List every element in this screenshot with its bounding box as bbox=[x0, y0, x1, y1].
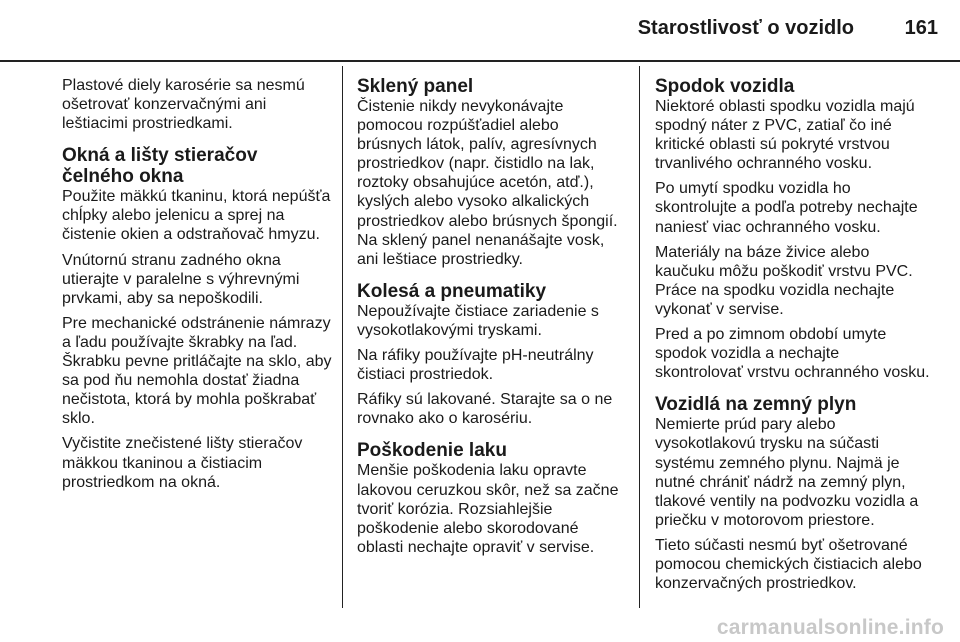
column-1 bbox=[62, 66, 334, 498]
heading-underbody: Spodok vozidla bbox=[655, 76, 795, 97]
column-divider bbox=[639, 66, 640, 608]
section-title: Starostlivosť o vozidlo bbox=[637, 17, 854, 39]
paragraph: Ráfiky sú lakované. Starajte sa o ne rovnako ako o karosériu. bbox=[357, 391, 613, 428]
page-header bbox=[0, 0, 960, 62]
paragraph: Pre mechanické odstránenie námrazy a ľadu používajte škrabky na ľad. Škrabku pevne pritláčajte na sklo, aby sa pod ňu nemohla dostať žiadna nečistota, ktorá by mohla poškrabať sklo. bbox=[62, 314, 332, 428]
paragraph: Vyčistite znečistené lišty stieračov mäkkou tkaninou a čistiacim prostriedkom na okná. bbox=[62, 435, 303, 491]
column-2 bbox=[357, 66, 627, 563]
paragraph: Po umytí spodku vozidla ho skontrolujte a podľa potreby nechajte naniesť viac ochranného vosku. bbox=[655, 180, 918, 236]
paragraph: Použite mäkkú tkaninu, ktorá nepúšťa chĺpky alebo jelenicu a sprej na čistenie okien a odstraňovač hmyzu. bbox=[62, 188, 331, 244]
paragraph: Nemierte prúd pary alebo vysokotlakovú trysku na súčasti systému zemného plynu. Najmä je nutné chrániť nádrž na zemný plyn, tlakové ventily na podvozku vozidla a priečku v motorovom priestore. bbox=[655, 416, 919, 529]
watermark: carmanualsonline.info bbox=[716, 616, 944, 639]
paragraph: Pred a po zimnom období umyte spodok vozidla a nechajte skontrolovať vrstvu ochranného vosku. bbox=[655, 326, 930, 382]
heading-natural-gas-vehicles: Vozidlá na zemný plyn bbox=[655, 394, 857, 416]
paragraph: Plastové diely karosérie sa nesmú ošetrovať konzervačnými ani leštiacimi prostriedkami. bbox=[62, 77, 305, 133]
paragraph: Na ráfiky používajte pH-neutrálny čistiaci prostriedok. bbox=[357, 347, 594, 384]
heading-glass-panel: Sklený panel bbox=[357, 76, 474, 97]
paragraph: Tieto súčasti nesmú byť ošetrované pomocou chemických čistiacich alebo konzervačných prostriedkov. bbox=[655, 536, 922, 593]
paragraph: Vnútornú stranu zadného okna utierajte v paralelne s výhrevnými prvkami, aby sa nepoškodili. bbox=[62, 251, 300, 307]
heading-wheels-tyres: Kolesá a pneumatiky bbox=[357, 280, 547, 302]
heading-paint-damage: Poškodenie laku bbox=[357, 440, 507, 462]
heading-windows-wipers: Okná a lišty stieračov čelného okna bbox=[62, 145, 258, 188]
column-divider bbox=[342, 66, 343, 608]
page-number: 161 bbox=[904, 17, 938, 39]
paragraph: Menšie poškodenia laku opravte lakovou ceruzkou skôr, než sa začne tvoriť korózia. Rozsiahlejšie poškodenie alebo skorodované oblasti nechajte opraviť v servise. bbox=[357, 462, 619, 556]
paragraph: Čistenie nikdy nevykonávajte pomocou rozpúšťadiel alebo brúsnych látok, palív, agresívnych prostriedkov (napr. čistidlo na lak, roztoky obsahujúce acetón, atď.), kyslých alebo vysoko alkalických prostriedkov alebo brúsnych špongií. Na sklený panel nenanášajte vosk, ani leštiace prostriedky. bbox=[357, 98, 618, 268]
paragraph: Niektoré oblasti spodku vozidla majú spodný náter z PVC, zatiaľ čo iné kritické oblasti sú pokryté vrstvou trvanlivého ochranného vosku. bbox=[655, 98, 915, 173]
column-3 bbox=[655, 66, 930, 599]
paragraph: Materiály na báze živice alebo kaučuku môžu poškodiť vrstvu PVC. Práce na spodku vozidla nechajte vykonať v servise. bbox=[655, 243, 913, 318]
paragraph: Nepoužívajte čistiace zariadenie s vysokotlakovými tryskami. bbox=[357, 302, 599, 339]
header-rule bbox=[0, 60, 960, 62]
